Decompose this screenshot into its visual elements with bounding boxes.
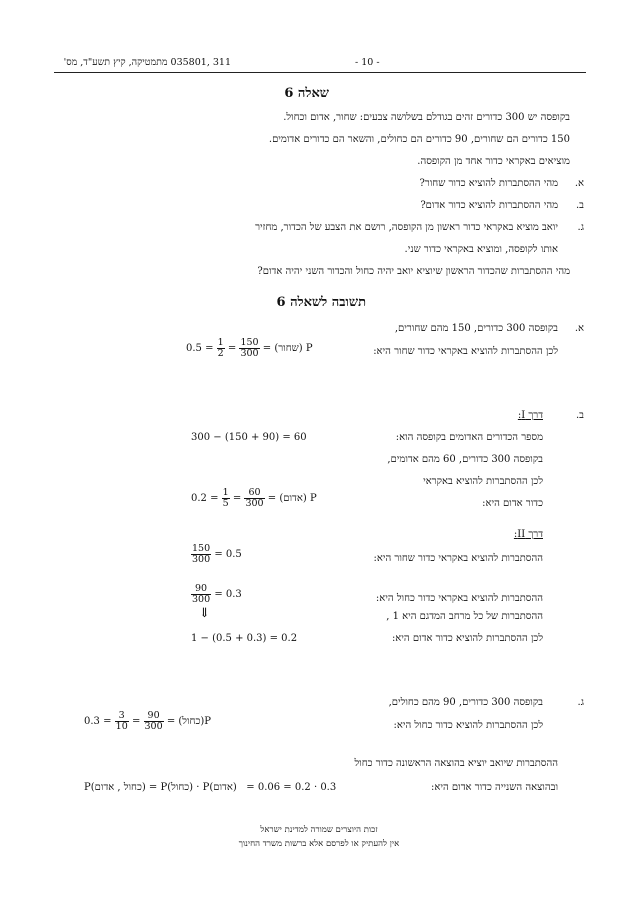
answer-c-label: ג. [577,697,584,708]
question-line-2: 150 כדורים הם שחורים, 90 כדורים הם כחולים, והשאר הם כדורים אדומים. [268,134,570,145]
equals-sign: = [131,716,141,727]
answer-title: תשובה לשאלה 6 [276,295,366,310]
answer-b-way-2: דרך II: [513,529,543,540]
question-a-label: א. [574,178,584,189]
fraction: $\frac{3}{10}$ [115,710,128,732]
formula-lhs: P(כחול) = [166,716,211,727]
answer-b-formula-black [191,544,242,565]
answer-c-line-2: לכן ההסתברות להוציא כדור כחול היא: [393,720,543,731]
question-b-text: מהי ההסתברות להוציא כדור אדום? [420,200,558,211]
question-c-text-3: מהי ההסתברות שהכדור הראשון שיוציא יואב יהיה כחול והכדור השני יהיה אדום? [257,266,570,277]
question-c-text-1: יואב מוציא באקראי כדור ראשון מן הקופסה, רושם את הצבע של הכדור, מחזיר [255,222,558,233]
answer-c-line-4: ובהוצאה השנייה כדור אדום היא: [431,782,558,793]
answer-c-formula-1 [84,711,211,732]
fraction: $\frac{90}{300}$ [144,710,163,732]
implies-arrow: ⇓ [199,606,210,621]
formula-result: = 0.3 [84,716,112,727]
formula-lhs: P (אדום) = [267,493,317,504]
question-line-1: בקופסה יש 300 כדורים זהים בגודלם בשלושה צבעים: שחור, אדום וכחול. [283,112,570,123]
formula-result: = 0.5 [186,343,214,354]
answer-b-line-2: בקופסה 300 כדורים, 60 מהם אדומים, [387,454,543,465]
answer-b-formula-1: 300 − (150 + 90) = 60 [191,432,307,443]
answer-c-formula-2 [84,782,336,793]
answer-a-line-2: לכן ההסתברות להוציא באקראי כדור שחור היא: [373,346,558,357]
answer-b-line-7: ההסתברות של כל מרחב המדגם היא 1 , [386,611,543,622]
answer-b-line-1: מספר הכדורים האדומים בקופסה הוא: [395,432,543,443]
header-divider [54,72,586,73]
answer-a-line-1: בקופסה 300 כדורים, 150 מהם שחורים, [394,323,558,334]
question-line-3: מוציאים באקראי כדור אחד מן הקופסה. [417,156,570,167]
answer-b-way-1: דרך I: [517,410,543,421]
formula-result: = 0.3 [214,589,242,600]
question-b-label: ב. [576,200,584,211]
question-a-text: מהי ההסתברות להוציא כדור שחור? [419,178,558,189]
page-number: - 10 - [355,57,380,68]
answer-c-line-3: ההסתברות שיואב יוציא בהוצאה הראשונה כדור כחול [354,758,558,769]
answer-b-line-6: ההסתברות להוציא באקראי כדור כחול היא: [375,593,543,604]
fraction: $\frac{60}{300}$ [245,487,264,509]
answer-b-line-8: לכן ההסתברות להוציא כדור אדום היא: [391,633,543,644]
answer-b-line-5: ההסתברות להוציא באקראי כדור שחור היא: [373,553,543,564]
question-c-label: ג. [577,222,584,233]
footer-copyright: זכות היוצרים שמורה למדינת ישראל [260,825,378,835]
equals-sign: = [227,343,237,354]
answer-b-label: ב. [576,410,584,421]
fraction: $\frac{150}{300}$ [192,543,211,565]
question-c-text-2: אותו לקופסה, ומוציא באקראי כדור שני. [404,244,558,255]
fraction: $\frac{90}{300}$ [192,583,211,605]
answer-a-formula [186,338,313,359]
header-exam-info: 311 ,035801 מתמטיקה, קיץ תשע"ד, מס' [63,57,231,68]
formula-result: = 0.2 [191,493,219,504]
formula-result: = 0.5 [214,549,242,560]
answer-c-line-1: בקופסה 300 כדורים, 90 מהם כחולים, [388,697,543,708]
formula-product: P(כחול , אדום) = P(כחול) · P(אדום) = 0.3 · 0.2 = 0.06 [84,782,337,793]
answer-b-formula-3: 1 − (0.5 + 0.3) = 0.2 [191,633,298,644]
answer-b-line-3: לכן ההסתברות להוציא באקראי [423,476,543,487]
fraction: $\frac{1}{2}$ [217,337,224,359]
fraction: $\frac{1}{5}$ [222,487,229,509]
formula-lhs: P (שחור) = [262,343,313,354]
equals-sign: = [232,493,242,504]
fraction: $\frac{150}{300}$ [240,337,259,359]
answer-b-formula-blue [191,584,242,605]
question-title: שאלה 6 [284,86,329,101]
footer-notice: אין להעתיק או לפרסם אלא ברשות משרד החינוך [238,839,400,849]
answer-b-formula-2 [191,488,317,509]
answer-a-label: א. [574,323,584,334]
answer-b-line-4: כדור אדום היא: [482,498,543,509]
